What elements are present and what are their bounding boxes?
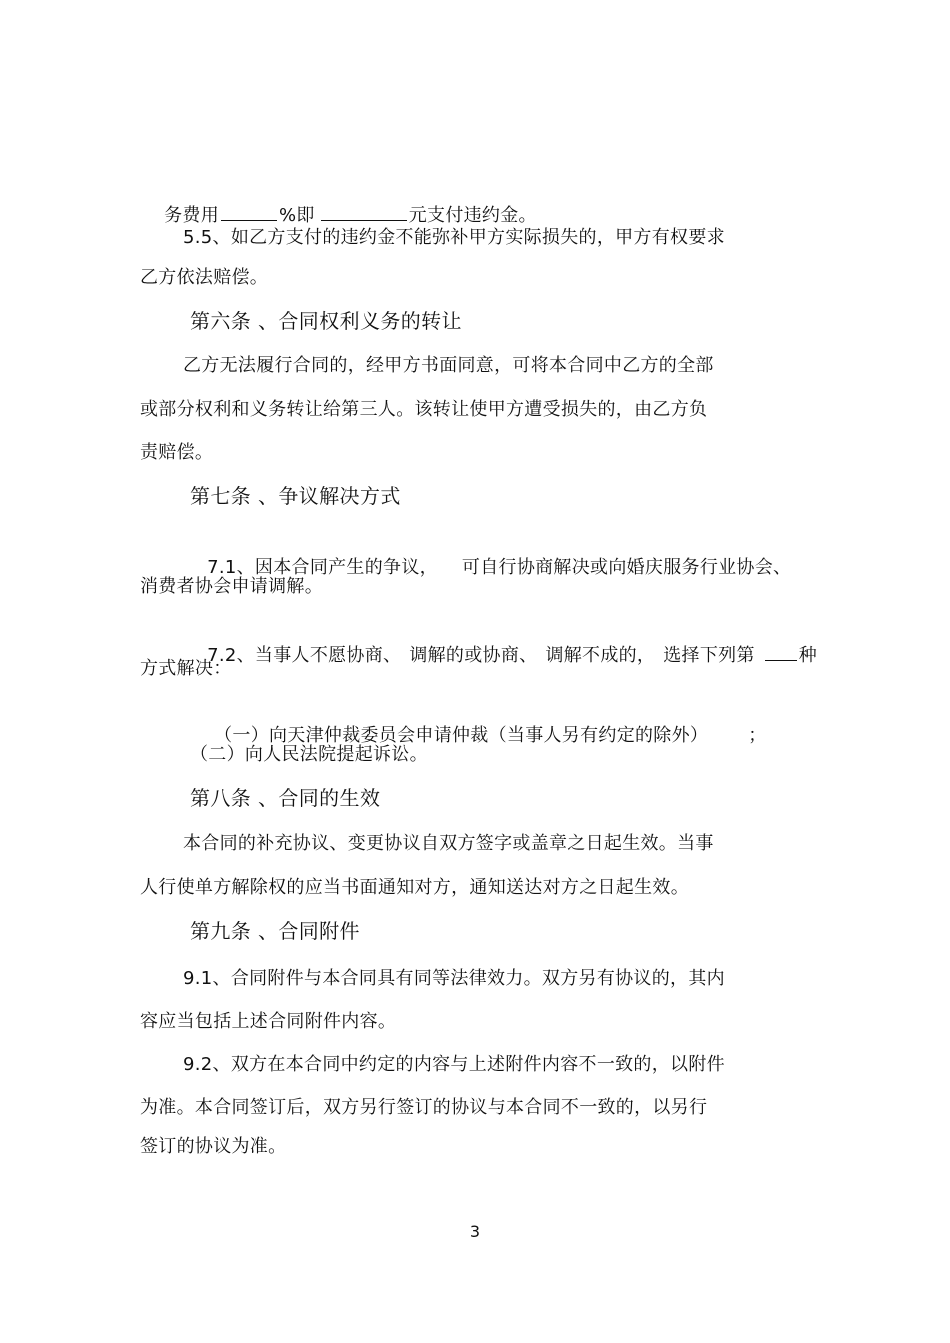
article-6-line-2: 或部分权利和义务转让给第三人。该转让使甲方遭受损失的，由乙方负 [140,399,708,420]
clause-7-2-line-1 [183,618,817,692]
option-2-line: （二）向人民法院提起诉讼。 [190,744,428,765]
blank-amount [321,202,407,221]
clause-7-2-line-2: 方式解决： [140,658,232,679]
text-segment: 调解不成的， [545,645,656,666]
text-segment: 元支付违约金。 [408,205,537,226]
article-7-heading: 第七条 、争议解决方式 [190,484,401,508]
article-6-heading: 第六条 、合同权利义务的转让 [190,309,462,333]
blank-option-number [765,642,797,661]
clause-7-1-line-2: 消费者协会申请调解。 [140,576,323,597]
clause-9-2-line-2: 为准。本合同签订后，双方另行签订的协议与本合同不一致的，以另行 [140,1097,708,1118]
text-segment: 种 [798,645,818,666]
page-number: 3 [469,1222,481,1241]
text-segment: %即 [279,205,315,226]
article-6-line-1: 乙方无法履行合同的，经甲方书面同意，可将本合同中乙方的全部 [183,355,714,376]
clause-9-1-line-2: 容应当包括上述合同附件内容。 [140,1011,397,1032]
text-segment: 选择下列第 [663,645,755,666]
blank-percentage [221,202,277,221]
text-segment: 可自行协商解决或向婚庆服务行业协会、 [461,557,792,578]
article-8-line-2: 人行使单方解除权的应当书面通知对方，通知送达对方之日起生效。 [140,877,689,898]
text-segment: 7.2、当事人不愿协商、 [207,645,402,666]
text-segment: 调解的或协商、 [409,645,538,666]
text-segment: ； [748,725,767,746]
article-8-line-1: 本合同的补充协议、变更协议自双方签字或盖章之日起生效。当事 [183,833,714,854]
clause-9-2-line-3: 签订的协议为准。 [140,1136,287,1157]
article-8-heading: 第八条 、合同的生效 [190,786,381,810]
clause-9-2-line-1: 9.2、双方在本合同中约定的内容与上述附件内容不一致的，以附件 [183,1054,725,1075]
text-segment: 7.1、因本合同产生的争议， [207,557,438,578]
article-9-heading: 第九条 、合同附件 [190,919,360,943]
clause-5-5-line-1: 5.5、如乙方支付的违约金不能弥补甲方实际损失的，甲方有权要求 [183,227,725,248]
text-segment: （一）向天津仲裁委员会申请仲裁（当事人另有约定的除外） [214,725,709,746]
text-segment: 务费用 [164,205,219,226]
clause-5-5-line-2: 乙方依法赔偿。 [140,267,269,288]
article-6-line-3: 责赔偿。 [140,442,214,463]
clause-9-1-line-1: 9.1、合同附件与本合同具有同等法律效力。双方另有协议的，其内 [183,968,725,989]
